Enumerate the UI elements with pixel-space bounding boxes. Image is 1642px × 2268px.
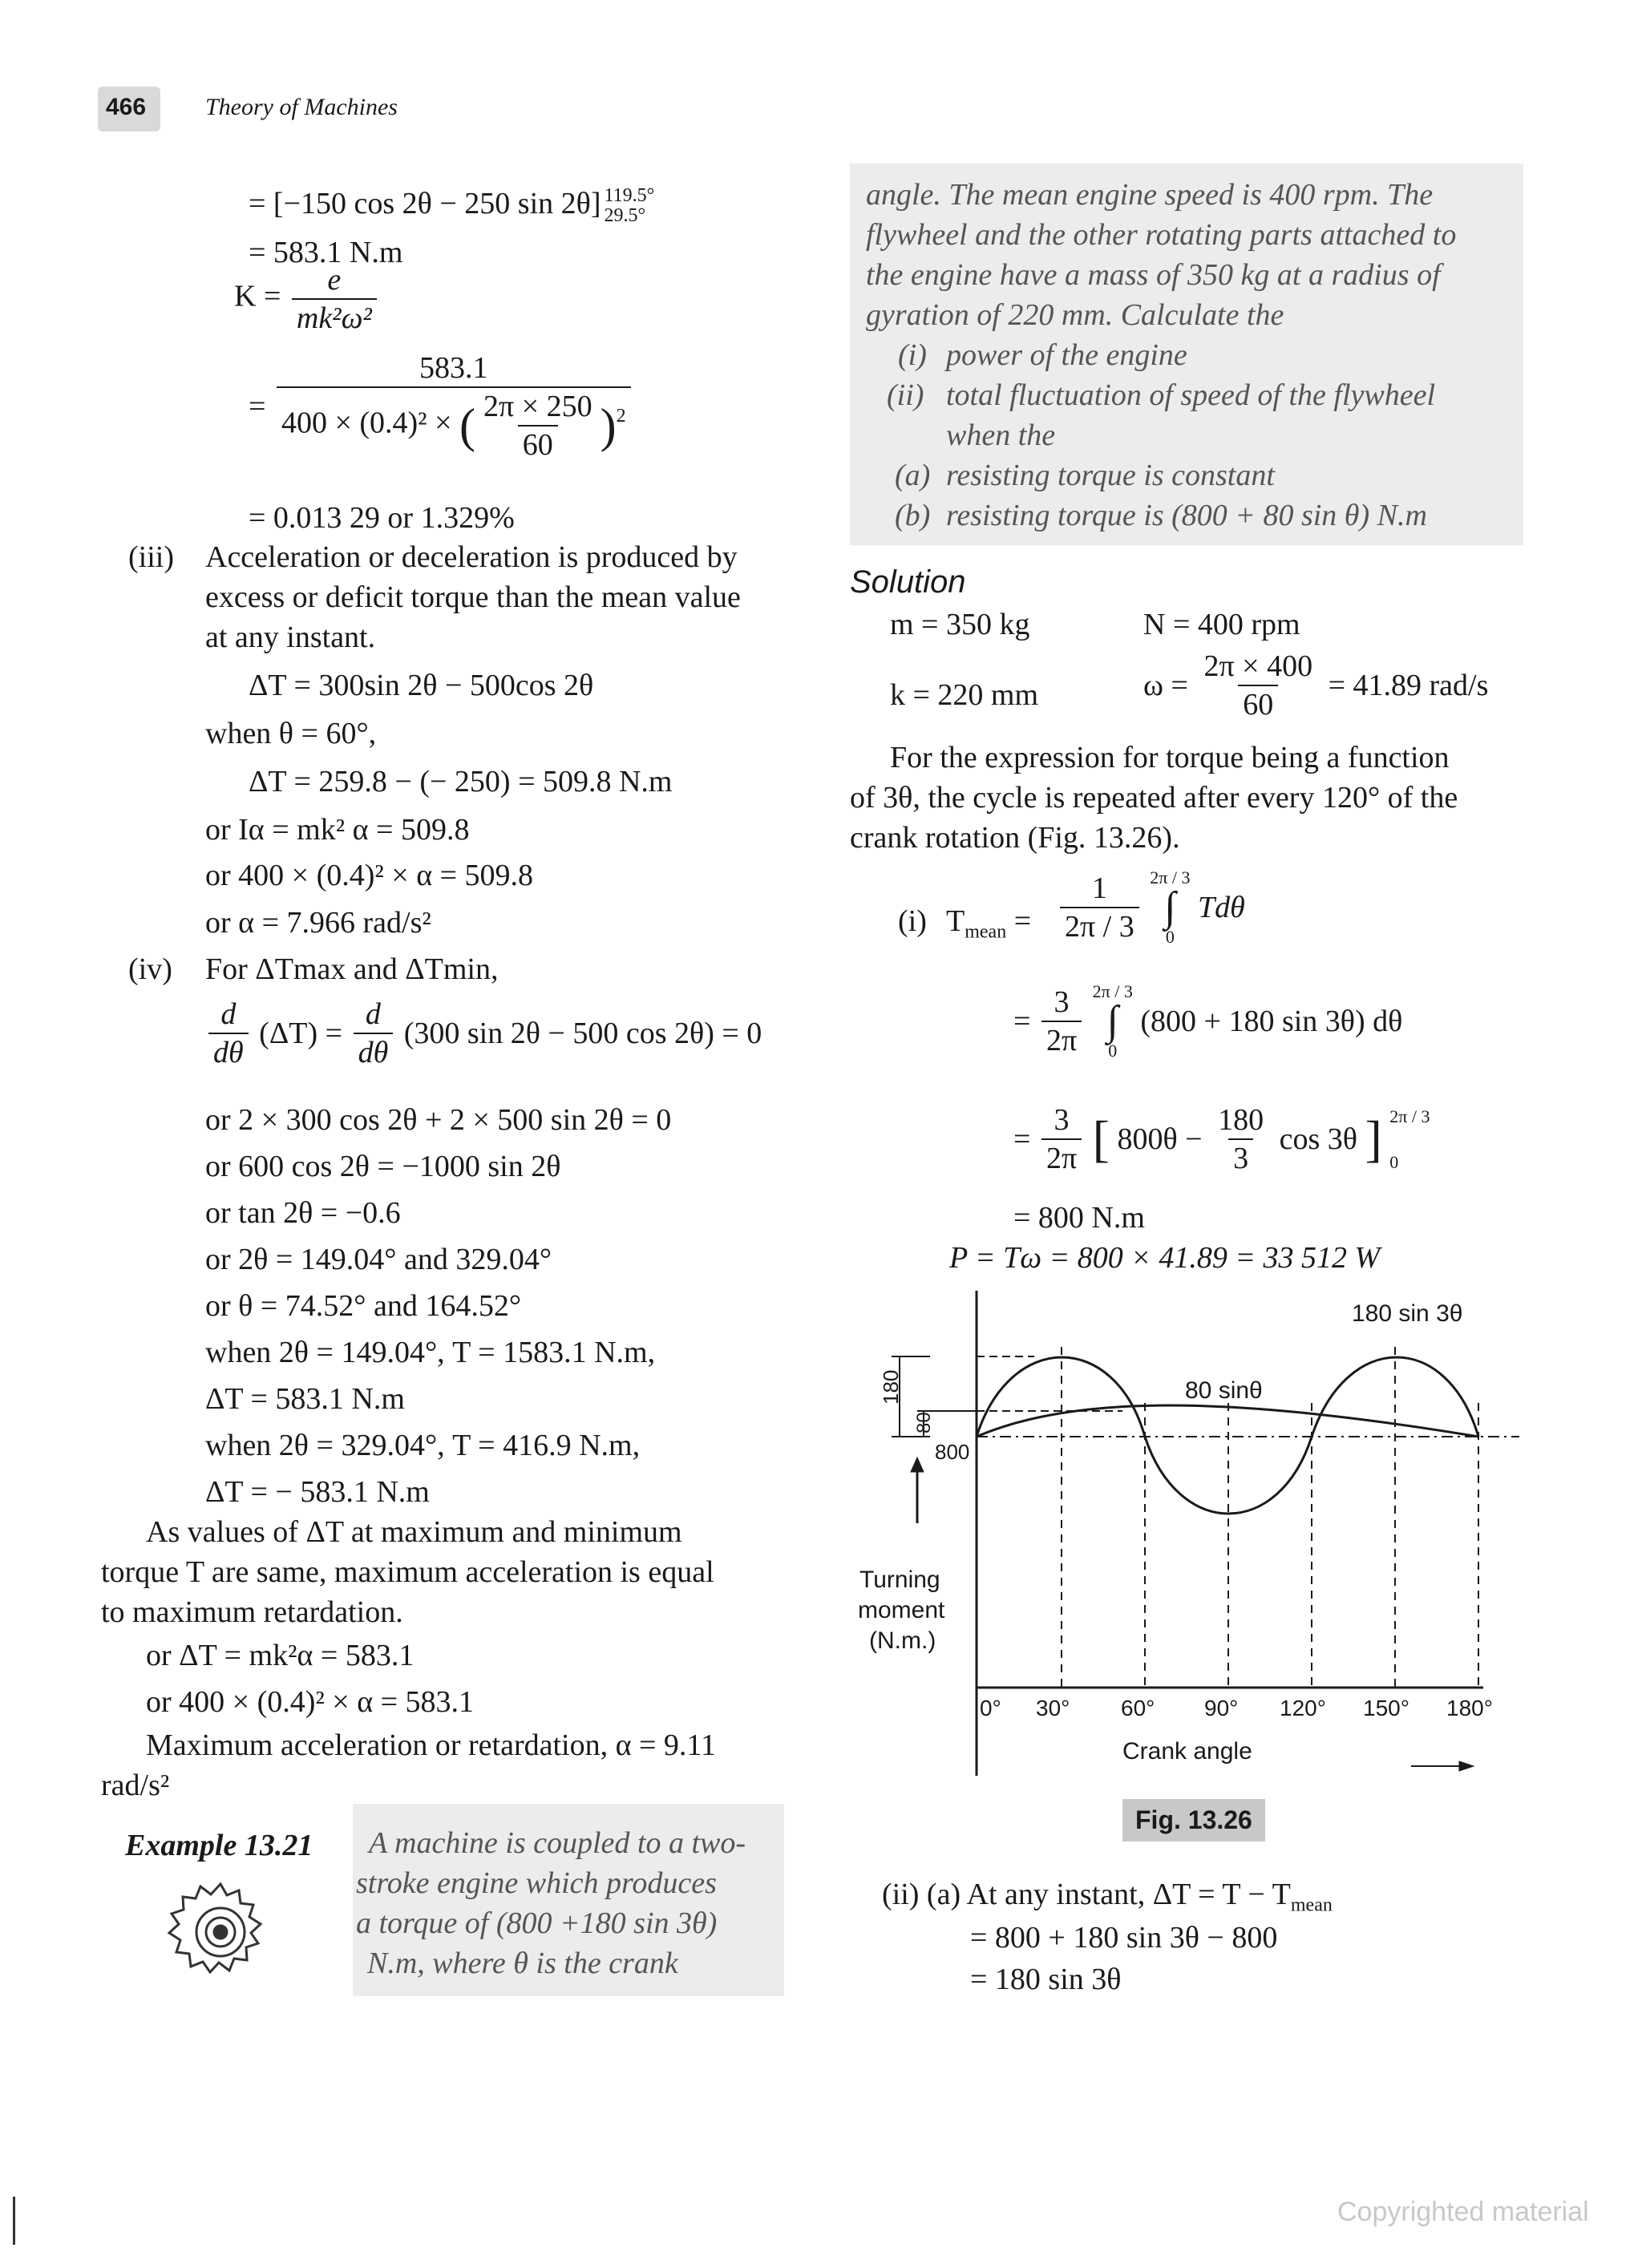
equation-line: or ΔT = mk²α = 583.1 [146,1639,415,1672]
omega-equation: ω = $\frac{2\pi \times 400}{60}$ = 41.89 rad/s [1143,649,1489,722]
watermark: Copyrighted material [1337,2197,1589,2227]
x-tick-label: 60° [1121,1696,1155,1720]
paragraph-line: at any instant. [205,621,376,654]
equation-line: = 583.1 N.m [249,236,403,269]
equation-line: when θ = 60°, [205,717,377,750]
paragraph-line: to maximum retardation. [101,1595,403,1629]
example-text-line: flywheel and the other rotating parts attached to [866,218,1457,252]
item-label: (iii) [128,540,174,574]
gear-icon [160,1876,281,1992]
equation-line: or 2 × 300 cos 2θ + 2 × 500 sin 2θ = 0 [205,1103,672,1137]
equation-line: ΔT = − 583.1 N.m [205,1475,430,1509]
paragraph-line: torque T are same, maximum acceleration is equal [101,1555,714,1589]
paragraph-line: excess or deficit torque than the mean value [205,580,741,614]
example-text-line: A machine is coupled to a two- [369,1826,746,1860]
part-ii-line: (ii) (a) At any instant, $\Delta T = T - T_{mean}$ [882,1878,1333,1916]
equation-line: = 0.013 29 or 1.329% [249,501,515,535]
example-item-label: (b) [895,499,931,532]
equation-line: or 400 × (0.4)² × α = 509.8 [205,859,534,892]
equation-line: or θ = 74.52° and 164.52° [205,1289,522,1323]
equation-line: ΔT = 300sin 2θ − 500cos 2θ [249,669,594,702]
equation-line: or 400 × (0.4)² × α = 583.1 [146,1685,475,1719]
paragraph-line: Maximum acceleration or retardation, α = 9.11 [146,1728,717,1762]
given-speed: N = 400 rpm [1143,608,1300,641]
running-title: Theory of Machines [205,94,398,120]
integral-3: = $\frac{3}{2\pi}$ [ 800θ − $\frac{180}{3}$ cos 3θ ] 2π / 3 0 [1013,1103,1430,1176]
paragraph-line: of 3θ, the cycle is repeated after every 120° of the [850,781,1458,815]
example-text-line: N.m, where θ is the crank [367,1947,678,1980]
figure-caption: Fig. 13.26 [1122,1799,1265,1841]
label-80: 80 [913,1412,935,1433]
equation-line: or 600 cos 2θ = −1000 sin 2θ [205,1150,561,1183]
power-equation: P = Tω = 800 × 41.89 = 33 512 W [949,1241,1381,1275]
paragraph-line: For the expression for torque being a function [890,741,1450,774]
equation-line: or 2θ = 149.04° and 329.04° [205,1243,552,1276]
paragraph-line: crank rotation (Fig. 13.26). [850,821,1180,855]
example-text-line: angle. The mean engine speed is 400 rpm. The [866,178,1434,212]
equation-line: or tan 2θ = −0.6 [205,1196,401,1230]
paragraph-line: Acceleration or deceleration is produced by [205,540,738,574]
page-edge-mark [13,2197,15,2245]
equation-line: ΔT = 583.1 N.m [205,1382,405,1416]
equation-line: K = $\frac{e}{\text{mk²ω²}}$ [234,265,380,334]
y-label-line: Turning [859,1567,940,1593]
example-item-text: resisting torque is (800 + 80 sin θ) N.m [946,499,1427,532]
page-number: 466 [106,94,147,120]
label-180: 180 [879,1369,903,1405]
equation-line: = 583.1 400 × (0.4)² × ( $\frac{2\pi \times 250}{60}$ )$^2$ [249,353,634,460]
example-text-line: a torque of (800 +180 sin 3θ) [356,1906,718,1940]
example-item-text: power of the engine [946,338,1187,372]
x-tick-label: 0° [980,1696,1001,1720]
integral-1: $\frac{1}{2\pi / 3}$ 2π / 3 ∫ 0 Tdθ [1057,869,1245,946]
eq-lower-limit: 29.5° [604,205,646,227]
part-ii-line: = 180 sin 3θ [970,1963,1122,1996]
x-tick-label: 150° [1363,1696,1409,1720]
example-label: Example 13.21 [125,1829,313,1862]
given-mass: m = 350 kg [890,608,1030,641]
x-tick-label: 90° [1204,1696,1239,1720]
equation-line: or α = 7.966 rad/s² [205,906,431,940]
y-label-line: (N.m.) [869,1627,936,1654]
example-item-label: (ii) [887,378,924,412]
label-800: 800 [935,1440,970,1464]
torque-diagram [850,1283,1539,1788]
example-item-label: (a) [895,459,931,492]
equation-line: = 800 N.m [1013,1201,1145,1235]
paragraph-line: As values of ΔT at maximum and minimum [146,1515,682,1549]
eq-upper-limit: 119.5° [604,185,655,206]
x-tick-label: 120° [1280,1696,1326,1720]
given-radius: k = 220 mm [890,678,1039,712]
label-180sin3theta: 180 sin 3θ [1352,1300,1463,1327]
paragraph-line: For ΔTmax and ΔTmin, [205,952,499,986]
equation-line: when 2θ = 149.04°, T = 1583.1 N.m, [205,1336,656,1369]
example-text-line: gyration of 220 mm. Calculate the [866,298,1284,332]
equation-line: when 2θ = 329.04°, T = 416.9 N.m, [205,1429,641,1462]
part-ii-line: = 800 + 180 sin 3θ − 800 [970,1921,1278,1955]
x-tick-label: 180° [1446,1696,1493,1720]
paragraph-line: rad/s² [101,1769,170,1802]
example-item-text: when the [946,418,1056,452]
equation-line: ΔT = 259.8 − (− 250) = 509.8 N.m [249,765,673,798]
label-80sintheta: 80 sinθ [1185,1377,1263,1404]
item-label: (i) [898,904,927,938]
y-label-line: moment [858,1597,945,1623]
solution-heading: Solution [850,564,966,600]
example-item-text: resisting torque is constant [946,459,1275,492]
x-tick-label: 30° [1036,1696,1070,1720]
integral-2: = $\frac{3}{2\pi}$ 2π / 3 ∫ 0 (800 + 180 sin 3θ) dθ [1013,981,1403,1061]
example-text-line: the engine have a mass of 350 kg at a radius of [866,258,1441,292]
item-label: (iv) [128,952,172,986]
tmean-label: $T_{mean}$ = [946,904,1032,943]
equation-line: or Iα = mk² α = 509.8 [205,813,470,847]
equation-line: = [−150 cos 2θ − 250 sin 2θ] 119.5° 29.5° [249,185,655,227]
x-axis-label: Crank angle [1122,1738,1252,1765]
example-item-label: (i) [898,338,927,372]
example-text-line: stroke engine which produces [356,1866,717,1900]
example-item-text: total fluctuation of speed of the flywheel [946,378,1436,412]
derivative-equation: $\frac{d}{d\theta}$ (ΔT) = $\frac{d}{d\theta}$ (300 sin 2θ − 500 cos 2θ) = 0 [205,999,762,1068]
